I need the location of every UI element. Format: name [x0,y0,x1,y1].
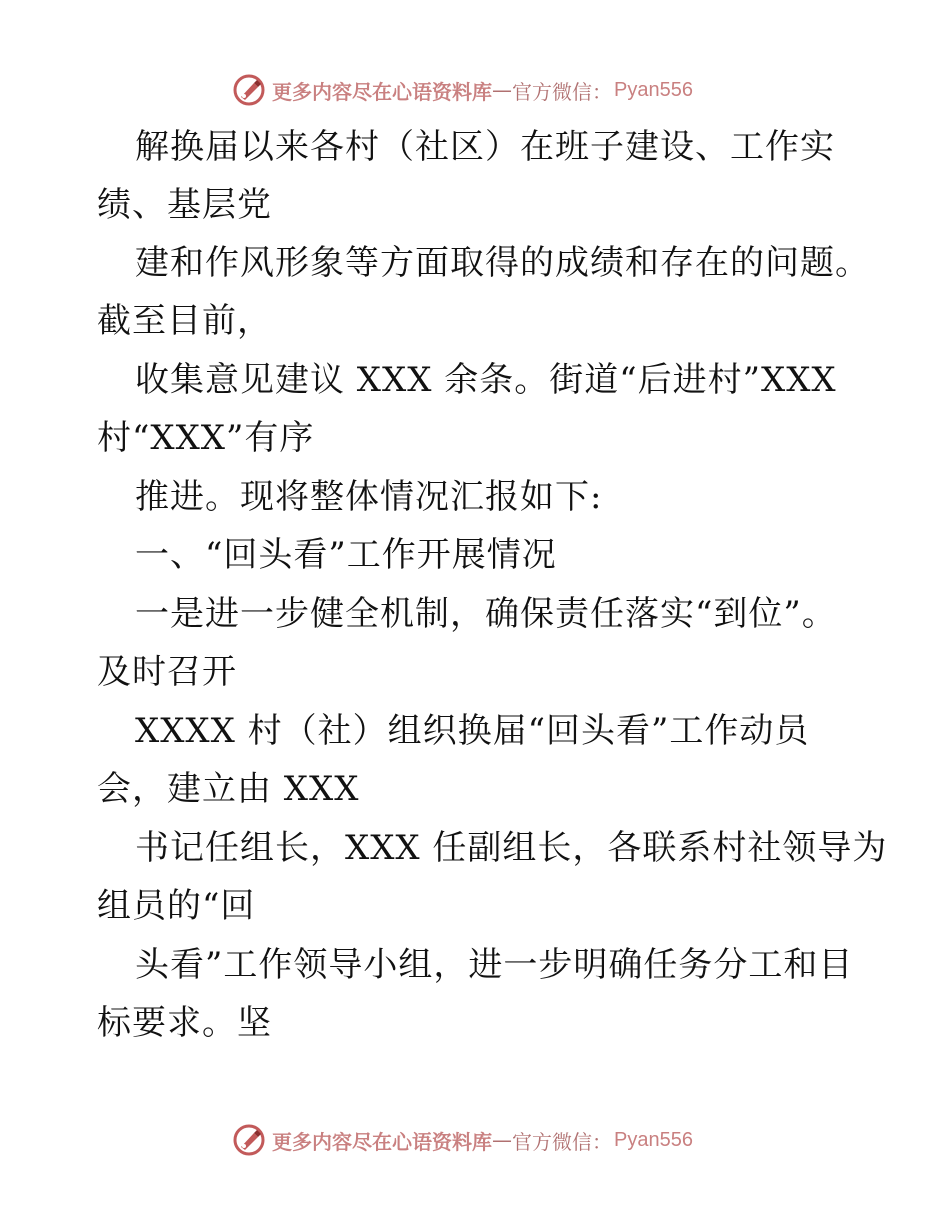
body-line: 书记任组长，XXX 任副组长，各联系村社领导为 [135,828,888,868]
body-line: 绩、基层党 [97,185,272,225]
footer-watermark-banner [232,1122,693,1158]
pen-nib-circle-icon [232,73,266,107]
pen-nib-circle-icon [232,1123,266,1157]
banner-wechat-id: Pyan556 [614,1128,693,1151]
banner-main-text: 更多内容尽在心语资料库 [272,1129,492,1154]
banner-wechat-label: 官方微信： [512,1129,612,1154]
body-line: 建和作风形象等方面取得的成绩和存在的问题。 [135,243,870,283]
body-line: 及时召开 [97,652,237,692]
banner-separator: — [492,1128,512,1152]
body-line: 解换届以来各村（社区）在班子建设、工作实 [135,127,835,167]
body-line: 村“XXX”有序 [97,418,315,458]
banner-wechat-id: Pyan556 [614,78,693,101]
body-line: 一是进一步健全机制，确保责任落实“到位”。 [135,594,837,634]
header-watermark-banner [232,72,693,108]
body-line: 会，建立由 XXX [97,769,360,809]
banner-main-text: 更多内容尽在心语资料库 [272,79,492,104]
body-line: 标要求。坚 [97,1003,272,1043]
banner-wechat-label: 官方微信： [512,79,612,104]
body-line: 头看”工作领导小组，进一步明确任务分工和目 [135,945,854,985]
section-heading: 一、“回头看”工作开展情况 [135,535,557,575]
body-line: 组员的“回 [97,886,256,926]
banner-separator: — [492,78,512,102]
body-line: XXXX 村（社）组织换届“回头看”工作动员 [135,711,810,751]
body-line: 收集意见建议 XXX 余条。街道“后进村”XXX [135,360,837,400]
body-line: 截至目前， [97,301,272,341]
body-line: 推进。现将整体情况汇报如下: [135,477,603,517]
